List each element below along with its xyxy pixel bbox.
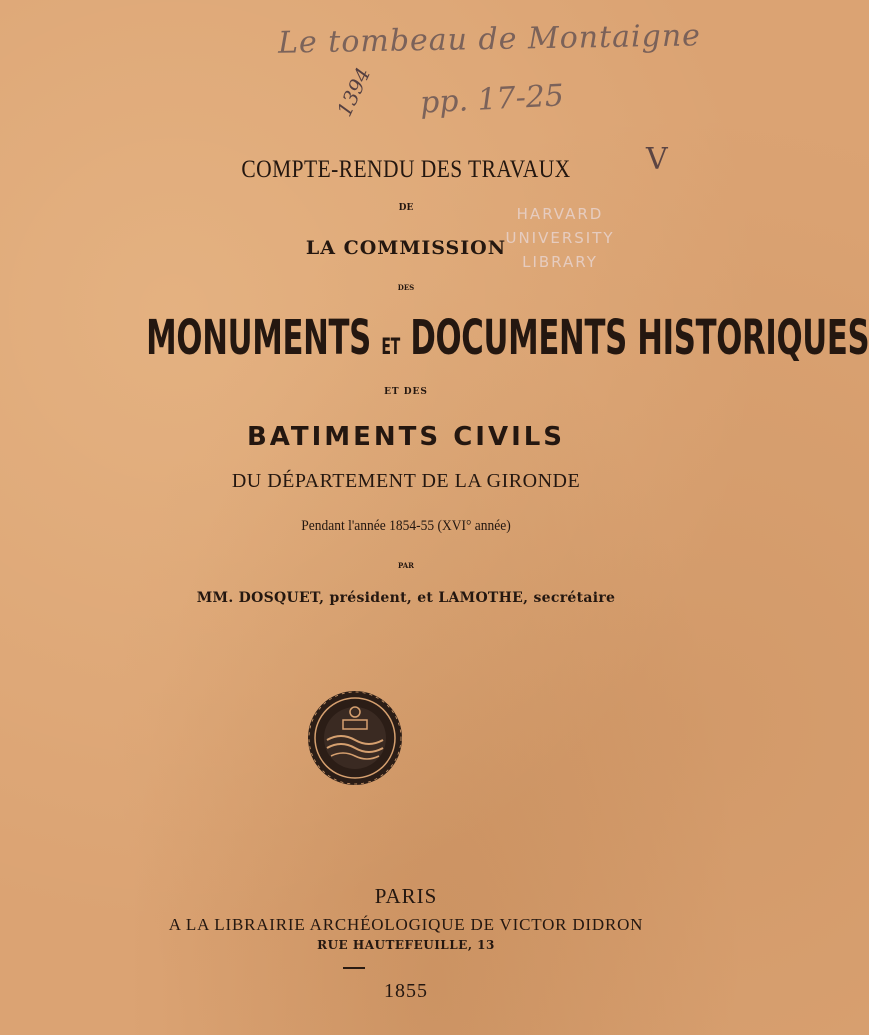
imprint-divider xyxy=(343,967,365,969)
imprint-year: 1855 xyxy=(384,980,428,1002)
title-la-commission: LA COMMISSION xyxy=(305,237,507,259)
handwritten-number-note: 1394 xyxy=(332,63,376,121)
title-et-des: ET DES xyxy=(384,387,428,397)
library-stamp-line-3: LIBRARY xyxy=(522,253,598,271)
title-et: ET xyxy=(381,335,400,360)
imprint-publisher: A LA LIBRAIRIE ARCHÉOLOGIQUE DE VICTOR DIDRON xyxy=(168,915,644,934)
handwritten-title-note: Le tombeau de Montaigne xyxy=(277,18,702,61)
title-monuments: MONUMENTS xyxy=(146,310,371,366)
title-year-span: Pendant l'année 1854-55 (XVI° année) xyxy=(301,518,511,534)
library-stamp-line-2: UNIVERSITY xyxy=(505,229,615,247)
title-de: DE xyxy=(398,203,414,213)
title-des: DES xyxy=(397,283,415,292)
imprint-city: PARIS xyxy=(374,884,438,908)
title-departement: DU DÉPARTEMENT DE LA GIRONDE xyxy=(231,470,581,492)
title-compte-rendu: COMPTE-RENDU DES TRAVAUX xyxy=(241,156,571,183)
handwritten-check-mark: V xyxy=(646,142,668,177)
imprint-address: RUE HAUTEFEUILLE, 13 xyxy=(317,938,495,952)
title-batiments-civils: BATIMENTS CIVILS xyxy=(246,422,566,452)
library-stamp-line-1: HARVARD xyxy=(516,205,604,223)
handwritten-pages-note: pp. 17-25 xyxy=(419,78,565,121)
title-documents-historiques: DOCUMENTS HISTORIQUES xyxy=(410,310,869,366)
title-authors: MM. DOSQUET, président, et LAMOTHE, secrétaire xyxy=(196,590,616,606)
title-monuments-documents xyxy=(146,310,869,366)
library-seal-icon xyxy=(305,688,405,788)
title-par: PAR xyxy=(397,561,414,570)
